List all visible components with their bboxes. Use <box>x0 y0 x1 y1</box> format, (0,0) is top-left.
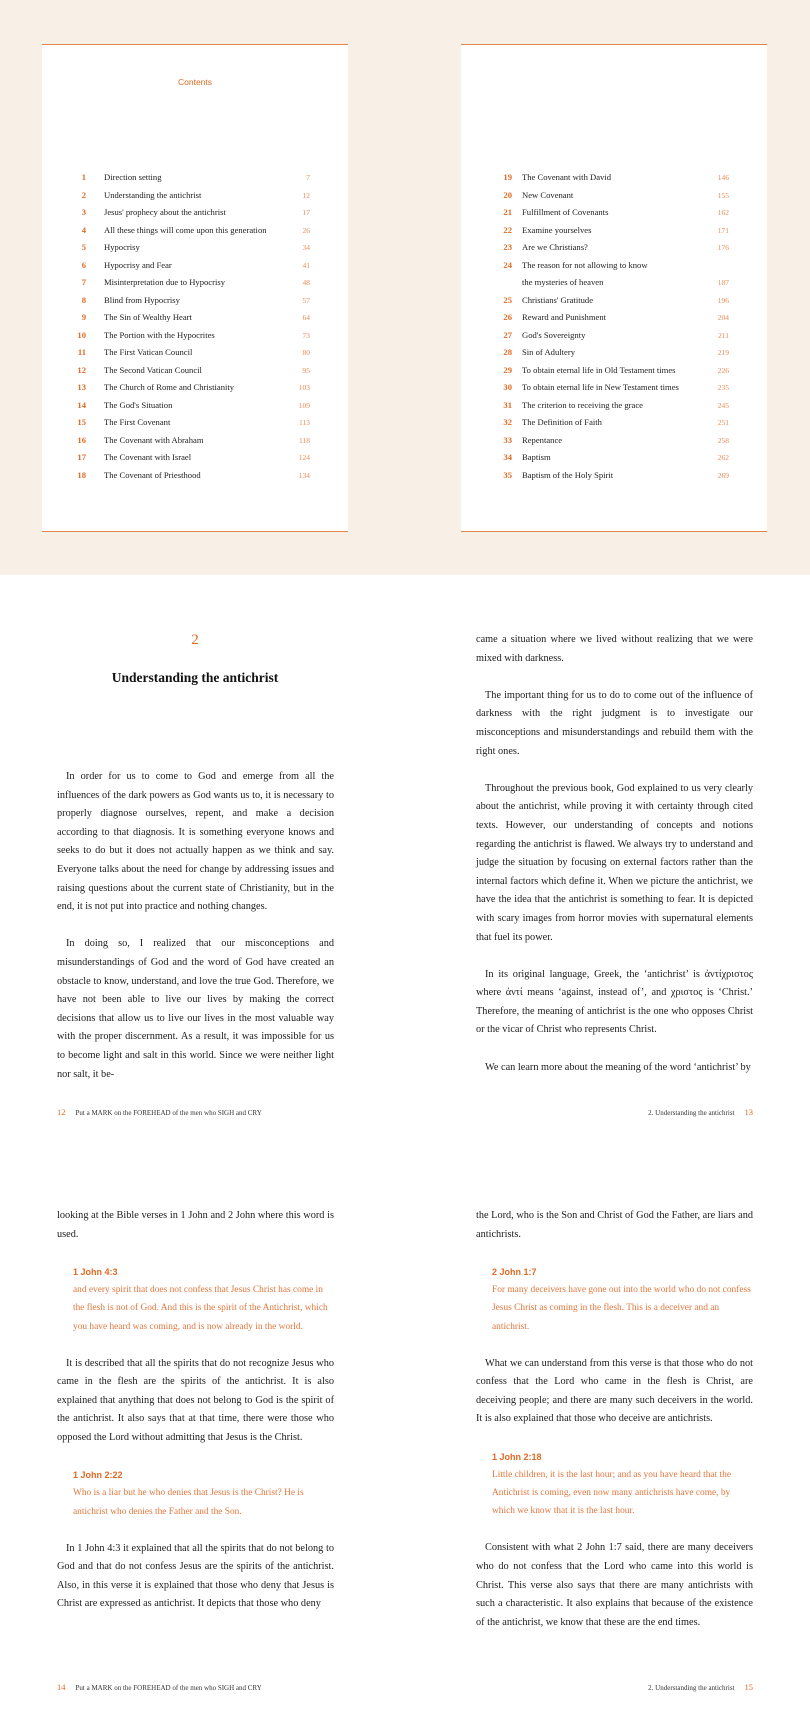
toc-entry-title: Hypocrisy <box>104 242 140 252</box>
toc-entry[interactable] <box>42 362 348 380</box>
toc-entry-page: 262 <box>717 453 729 462</box>
toc-entry-number: 2 <box>81 189 86 200</box>
toc-entry[interactable] <box>42 327 348 345</box>
toc-entry-title: Reward and Punishment <box>522 312 607 322</box>
toc-entry[interactable] <box>461 257 767 275</box>
toc-entry[interactable] <box>461 222 767 240</box>
toc-entry[interactable] <box>461 327 767 345</box>
toc-entry-number: 1 <box>81 172 86 182</box>
toc-entry-number: 8 <box>81 294 86 305</box>
verse-reference: 2 John 1:7 <box>492 1266 537 1277</box>
toc-entry-title: The reason for not allowing to know <box>522 259 648 270</box>
toc-entry-number: 3 <box>81 207 86 217</box>
toc-entry[interactable] <box>461 187 767 205</box>
toc-entry[interactable] <box>42 274 348 292</box>
toc-entry-page: 204 <box>717 313 729 322</box>
toc-entry-page: 134 <box>298 470 310 480</box>
toc-entry[interactable] <box>461 467 767 485</box>
verse-reference: 1 John 2:22 <box>73 1470 123 1481</box>
toc-page-left <box>42 44 348 532</box>
toc-entry-page: 103 <box>298 383 310 392</box>
toc-entry[interactable] <box>461 169 767 187</box>
toc-entry[interactable] <box>42 292 348 310</box>
toc-entry-page: 211 <box>718 330 729 340</box>
toc-entry-title: Christians' Gratitude <box>522 294 594 305</box>
paragraph: looking at the Bible verses in 1 John and 2 John where this word is used. <box>57 1210 334 1240</box>
book-page-14 <box>0 1150 405 1725</box>
toc-entry-number: 16 <box>77 434 86 445</box>
toc-entry-page: 235 <box>717 383 729 392</box>
toc-entry[interactable] <box>42 344 348 362</box>
toc-entry-number: 28 <box>503 347 512 357</box>
toc-entry[interactable] <box>42 467 348 485</box>
toc-entry-number: 11 <box>77 347 86 357</box>
toc-entry[interactable] <box>42 257 348 275</box>
toc-entry[interactable] <box>42 204 348 222</box>
toc-entry-title: The Covenant with David <box>522 172 612 182</box>
toc-entry-title: Baptism of the Holy Spirit <box>522 469 614 480</box>
toc-entry-number: 29 <box>503 364 512 375</box>
toc-entry[interactable] <box>42 169 348 187</box>
toc-entry-page: 109 <box>298 400 310 410</box>
toc-entry-page: 155 <box>717 190 729 200</box>
toc-entry-page: 187 <box>717 278 729 287</box>
page-footer <box>648 1682 753 1692</box>
toc-entry-number: 6 <box>81 259 86 270</box>
bible-verse <box>73 1263 334 1336</box>
toc-entry-title: The First Covenant <box>104 417 171 427</box>
toc-entry-number: 15 <box>77 417 86 427</box>
paragraph: What we can understand from this verse is that those who do not confess that the Lord who came in the flesh is Christ, are deceiving people; and there are many such deceivers in the world. It is also explained that those who deceive are antichrists. <box>476 1357 753 1425</box>
toc-entry-number: 35 <box>503 469 512 480</box>
toc-entry[interactable] <box>461 397 767 415</box>
page-footer <box>57 1682 262 1692</box>
toc-entry-page: 48 <box>302 278 310 287</box>
toc-entry-number: 33 <box>503 434 512 445</box>
toc-entry-title: Examine yourselves <box>522 224 592 235</box>
toc-entry-title: Hypocrisy and Fear <box>104 259 172 270</box>
running-title: 2. Understanding the antichrist <box>648 1109 735 1117</box>
toc-entry-title: Repentance <box>522 434 563 445</box>
toc-entry-page: 57 <box>302 295 310 305</box>
page-number: 15 <box>744 1682 753 1692</box>
toc-entry-page: 12 <box>302 190 310 200</box>
toc-entry-page: 95 <box>302 365 310 375</box>
toc-entry-number: 24 <box>503 259 512 270</box>
toc-list-left <box>42 169 348 484</box>
toc-entry-title: The Church of Rome and Christianity <box>104 382 235 392</box>
verse-reference: 1 John 2:18 <box>492 1451 542 1462</box>
toc-entry-title: All these things will come upon this generation <box>104 224 267 235</box>
verse-text: For many deceivers have gone out into the world who do not confess Jesus Christ as coming in the flesh. This is a deceiver and an antichrist. <box>492 1284 751 1332</box>
toc-entry-title: Sin of Adultery <box>522 347 575 357</box>
toc-entry-title: Misinterpretation due to Hypocrisy <box>104 277 226 287</box>
toc-page-right <box>461 44 767 532</box>
toc-entry-number: 18 <box>77 469 86 480</box>
toc-entry-page: 113 <box>299 418 310 427</box>
toc-entry-page: 245 <box>717 400 729 410</box>
toc-entry-title: The Definition of Faith <box>522 417 602 427</box>
toc-entry-number: 20 <box>503 189 512 200</box>
bible-verse <box>492 1448 753 1521</box>
toc-entry-page: 34 <box>302 243 310 252</box>
toc-entry[interactable] <box>42 222 348 240</box>
toc-entry-number: 10 <box>77 329 86 340</box>
toc-entry-page: 17 <box>302 208 310 217</box>
toc-entry[interactable] <box>461 344 767 362</box>
toc-entry[interactable] <box>461 309 767 327</box>
paragraph: came a situation where we lived without realizing that we were mixed with darkness. <box>476 634 753 664</box>
toc-entry-title: Understanding the antichrist <box>104 189 202 200</box>
toc-entry-title: The First Vatican Council <box>104 347 193 357</box>
toc-entry-page: 258 <box>717 435 729 445</box>
chapter-number: 2 <box>191 632 199 648</box>
paragraph: the Lord, who is the Son and Christ of God the Father, are liars and antichrists. <box>476 1210 753 1240</box>
toc-entry-number: 4 <box>81 224 86 235</box>
body-text <box>57 1207 334 1633</box>
toc-entry[interactable] <box>461 274 767 292</box>
toc-entry-title: God's Sovereignty <box>522 329 586 340</box>
body-text <box>476 631 753 1096</box>
toc-entry-number: 21 <box>503 207 512 217</box>
toc-entry[interactable] <box>461 239 767 257</box>
verse-text: Little children, it is the last hour; and as you have heard that the Antichrist is coming, even now many antichrists have come, by which we know that it is the last hour. <box>492 1469 731 1517</box>
toc-entry-number: 26 <box>503 312 512 322</box>
toc-entry-title: To obtain eternal life in Old Testament times <box>522 364 676 375</box>
toc-entry[interactable] <box>461 414 767 432</box>
toc-list-right <box>461 169 767 484</box>
toc-entry-page: 146 <box>717 173 729 182</box>
paragraph: Consistent with what 2 John 1:7 said, there are many deceivers who do not confess that the Lord who came into this world is Christ. This verse also says that there are many antichrists with such a characteristic. It also explains that because of the existence of the antichrist, we know that these are the end times. <box>476 1542 753 1628</box>
bible-verse <box>73 1466 334 1521</box>
verse-text: Who is a liar but he who denies that Jesus is the Christ? He is antichrist who denies the Father and the Son. <box>73 1488 304 1517</box>
toc-entry-title: The Covenant with Israel <box>104 452 192 462</box>
toc-entry-page: 64 <box>302 313 310 322</box>
paragraph: We can learn more about the meaning of the word ‘antichrist’ by <box>485 1061 751 1073</box>
toc-entry-number: 12 <box>77 364 86 375</box>
toc-entry-number: 30 <box>503 382 512 392</box>
toc-entry-page: 196 <box>717 295 729 305</box>
toc-entry-number: 34 <box>503 452 512 462</box>
page-number: 13 <box>744 1107 753 1117</box>
toc-entry-number: 17 <box>77 452 86 462</box>
toc-entry-number: 9 <box>81 312 86 322</box>
toc-entry-number: 32 <box>503 417 512 427</box>
toc-entry-page: 219 <box>717 348 729 357</box>
verse-reference: 1 John 4:3 <box>73 1266 118 1277</box>
toc-entry-page: 80 <box>302 348 310 357</box>
running-title: Put a MARK on the FOREHEAD of the men who SIGH and CRY <box>75 1109 262 1117</box>
page-number: 14 <box>57 1682 66 1692</box>
toc-entry[interactable] <box>461 449 767 467</box>
bible-verse <box>492 1263 753 1336</box>
toc-entry[interactable] <box>461 204 767 222</box>
toc-entry-page: 26 <box>302 225 310 235</box>
toc-entry[interactable] <box>461 362 767 380</box>
toc-entry-page: 162 <box>717 208 729 217</box>
toc-entry-number: 25 <box>503 294 512 305</box>
toc-entry-title: Jesus' prophecy about the antichrist <box>104 207 226 217</box>
chapter-title: Understanding the antichrist <box>111 670 279 685</box>
toc-entry-title: The criterion to receiving the grace <box>522 399 643 410</box>
toc-entry-title: The Covenant of Priesthood <box>104 469 201 480</box>
toc-entry-title: New Covenant <box>522 189 574 200</box>
toc-entry-title: Fulfillment of Covenants <box>522 207 609 217</box>
toc-entry-title: Baptism <box>522 452 551 462</box>
paragraph: In its original language, Greek, the ‘antichrist’ is ἀντίχριστος where ἀντί means ‘against, instead of’, and χριστος is ‘Christ.’ Therefore, the meaning of antichrist is the one who opposes Christ or the vicar of Christ who represents Christ. <box>476 968 753 1036</box>
toc-entry[interactable] <box>42 239 348 257</box>
toc-entry-number: 23 <box>503 242 512 252</box>
toc-entry-page: 73 <box>302 330 310 340</box>
toc-entry[interactable] <box>42 187 348 205</box>
toc-entry-title: To obtain eternal life in New Testament times <box>522 382 679 392</box>
toc-entry-title: The Second Vatican Council <box>104 364 202 375</box>
paragraph: In order for us to come to God and emerge from all the influences of the dark powers as God wants us to, it is necessary to properly diagnose ourselves, repent, and make a decision according to that diagnosis. It is something everyone knows and seeks to do but it does not actually happen as we think and say. Everyone talks about the need for change by addressing issues and raising questions about the current state of Christianity, but in the end, it is not put into practice and nothing changes. <box>57 771 334 913</box>
toc-entry-page: 124 <box>298 453 310 462</box>
toc-title: Contents <box>177 77 213 87</box>
toc-entry-number: 13 <box>77 382 86 392</box>
toc-entry[interactable] <box>42 449 348 467</box>
body-text <box>476 1207 753 1651</box>
book-page-12 <box>0 575 405 1150</box>
toc-entry-title: The Covenant with Abraham <box>104 434 204 445</box>
paragraph: It is described that all the spirits that do not recognize Jesus who came in the flesh are the spirits of the antichrist. It is also explained that anything that does not belong to God is the spirit of the antichrist. It also says that at that time, there were those who opposed the Lord without admitting that Jesus is the Christ. <box>57 1357 334 1443</box>
toc-entry-page: 269 <box>717 470 729 480</box>
book-page-13 <box>405 575 810 1150</box>
toc-entry-title: Direction setting <box>104 172 162 182</box>
body-text <box>57 768 334 1103</box>
toc-entry-title: The Portion with the Hypocrites <box>104 329 215 340</box>
toc-entry-number: 5 <box>81 242 86 252</box>
toc-entry-page: 251 <box>717 418 729 427</box>
toc-entry[interactable] <box>461 432 767 450</box>
toc-entry-page: 118 <box>299 435 310 445</box>
toc-entry-title: The Sin of Wealthy Heart <box>104 312 192 322</box>
page-footer <box>648 1107 753 1117</box>
toc-entry-title: Are we Christians? <box>522 242 588 252</box>
toc-entry-number: 14 <box>77 399 86 410</box>
book-page-15 <box>405 1150 810 1725</box>
toc-entry-number: 31 <box>503 399 512 410</box>
running-title: 2. Understanding the antichrist <box>648 1684 735 1692</box>
toc-entry-page: 176 <box>717 243 729 252</box>
toc-entry-number: 7 <box>81 277 86 287</box>
toc-entry-page: 171 <box>717 225 729 235</box>
running-title: Put a MARK on the FOREHEAD of the men who SIGH and CRY <box>75 1684 262 1692</box>
toc-entry[interactable] <box>42 379 348 397</box>
toc-entry-page: 7 <box>306 173 310 182</box>
toc-entry[interactable] <box>461 292 767 310</box>
toc-entry[interactable] <box>42 397 348 415</box>
toc-entry-number: 27 <box>503 329 512 340</box>
page-number: 12 <box>57 1107 66 1117</box>
paragraph: Throughout the previous book, God explained to us very clearly about the antichrist, while proving it with certainty through cited texts. However, our understanding of concepts and notions regarding the antichrist is flawed. We always try to understand and judge the situation by focusing on external factors rather than the internal factors which define it. When we picture the antichrist, we have the idea that the antichrist is something to fear. It is depicted with scary images from horror movies with supernatural elements that fuel its power. <box>476 782 753 943</box>
toc-entry-title: the mysteries of heaven <box>522 277 604 287</box>
toc-entry-page: 226 <box>717 365 729 375</box>
paragraph: The important thing for us to do to come out of the influence of darkness with the right judgment is to investigate our misconceptions and misunderstandings and rebuild them with the right ones. <box>476 689 753 757</box>
toc-entry[interactable] <box>42 432 348 450</box>
verse-text: and every spirit that does not confess that Jesus Christ has come in the flesh is not of God. And this is the spirit of the Antichrist, which you have heard was coming, and is now already in the world. <box>73 1284 328 1332</box>
toc-entry-title: Blind from Hypocrisy <box>104 294 180 305</box>
toc-entry[interactable] <box>461 379 767 397</box>
toc-entry-number: 19 <box>503 172 512 182</box>
page-footer <box>57 1107 262 1117</box>
toc-entry[interactable] <box>42 309 348 327</box>
toc-entry[interactable] <box>42 414 348 432</box>
toc-entry-page: 41 <box>302 260 310 270</box>
paragraph: In 1 John 4:3 it explained that all the spirits that do not belong to God and that do not confess Jesus are the spirits of the antichrist. Also, in this verse it is explained that those who deny that Jesus is Christ are expressed as antichrist. It depicts that those who deny <box>57 1542 334 1610</box>
toc-entry-number: 22 <box>503 224 512 235</box>
toc-entry-title: The God's Situation <box>104 399 173 410</box>
paragraph: In doing so, I realized that our misconceptions and misunderstandings of God and the word of God have created an obstacle to know, understand, and love the true God. Therefore, we have not been able to live our lives by making the correct decisions that allow us to live our lives in the most valuable way with the proper discernment. As a result, it was impossible for us to become light and salt in this world. Since we were neither light nor salt, it be- <box>57 938 334 1080</box>
